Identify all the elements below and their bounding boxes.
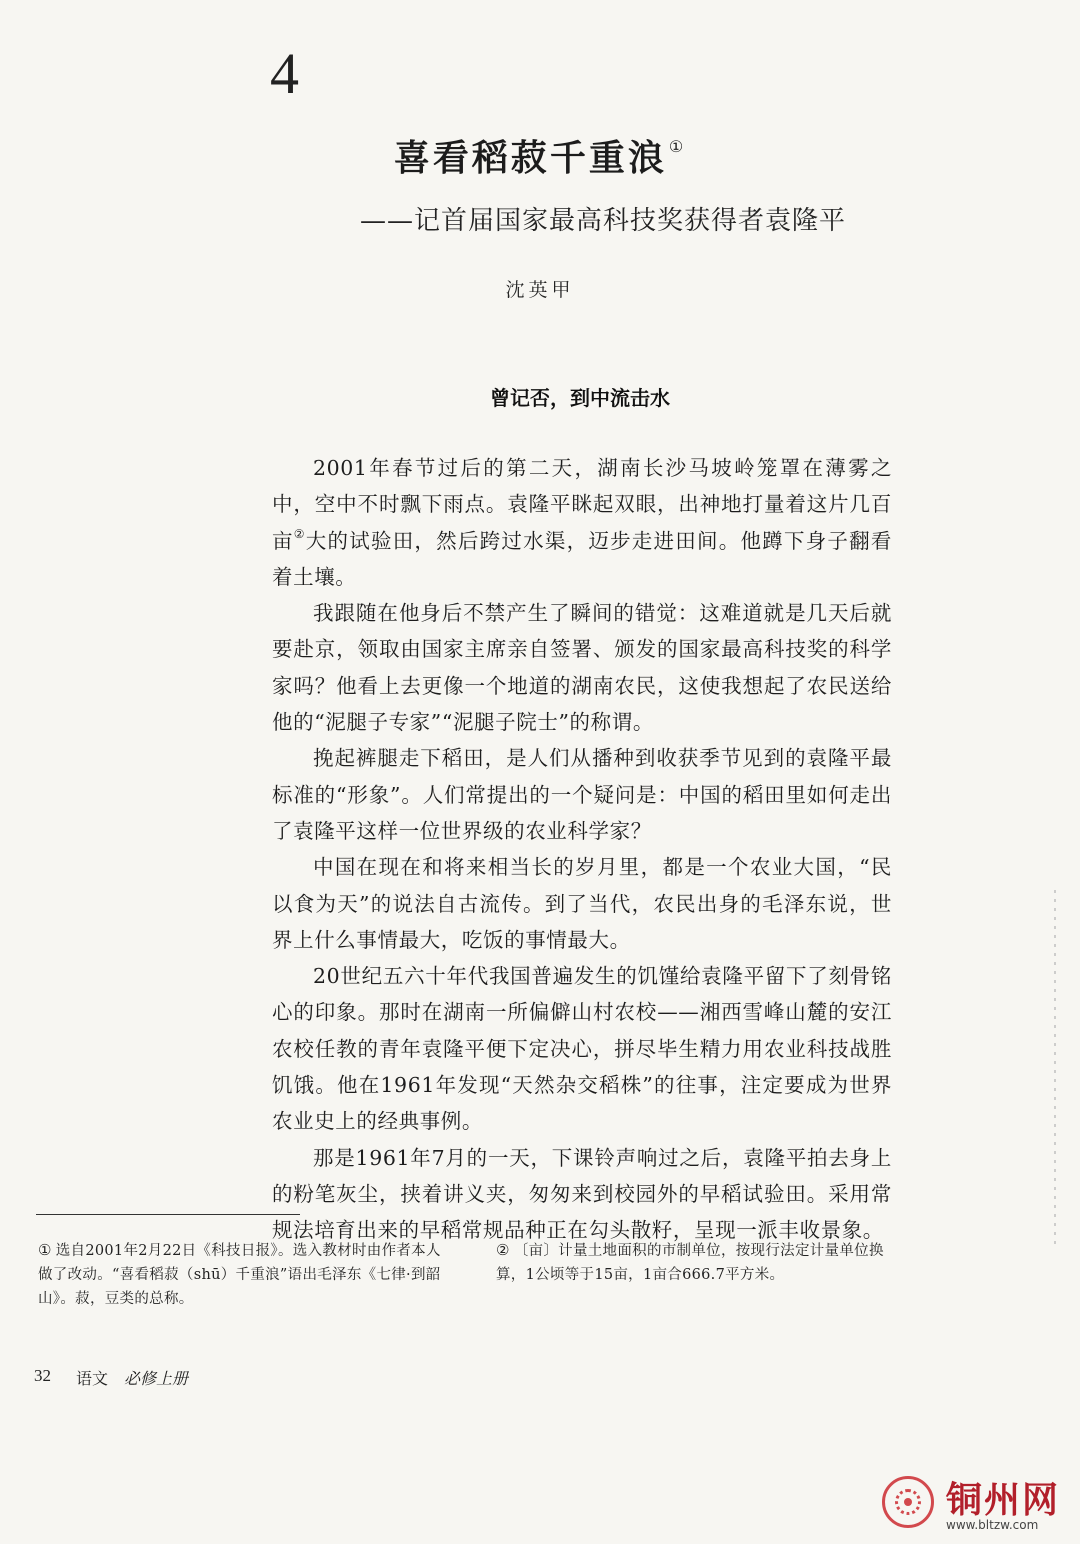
footnote-2-mark: ② [496, 1241, 510, 1259]
paragraph-6: 那是1961年7月的一天，下课铃声响过之后，袁隆平拍去身上的粉笔灰尘，挟着讲义夹，匆匆来到校园外的早稻试验田。采用常规法培育出来的早稻常规品种正在勾头散籽，呈现一派丰收景象。 [272, 1145, 892, 1243]
footnote-1 [38, 1238, 448, 1311]
footnote-1-text: 选自2001年2月22日《科技日报》。选入教材时由作者本人做了改动。“喜看稻菽（shū）千重浪”语出毛泽东《七律·到韶山》。菽，豆类的总称。 [38, 1243, 441, 1307]
article-subtitle: ——记首届国家最高科技奖获得者袁隆平 [360, 206, 847, 236]
seal-icon [882, 1476, 934, 1528]
paragraph-1-text-b: 大的试验田，然后跨过水渠，迈步走进田间。他蹲下身子翻看着土壤。 [272, 528, 893, 589]
page-number: 32 [34, 1366, 51, 1385]
paragraph-4: 中国在现在和将来相当长的岁月里，都是一个农业大国，“民以食为天”的说法自古流传。到了当代，农民出身的毛泽东说，世界上什么事情最大，吃饭的事情最大。 [272, 855, 892, 952]
article-body [272, 450, 892, 1249]
volume-label: 必修上册 [124, 1369, 189, 1388]
paragraph-1-text-a: 2001年春节过后的第二天，湖南长沙马坡岭笼罩在薄雾之中，空中不时飘下雨点。袁隆平眯起双眼，出神地打量着这片几百亩 [272, 456, 892, 553]
author-name: 沈英甲 [505, 279, 575, 301]
scan-edge-artifact [1054, 890, 1056, 1250]
article-title [0, 130, 1080, 181]
paragraph-1 [272, 450, 892, 595]
watermark-url: www.bltzw.com [946, 1518, 1039, 1532]
title-text: 喜看稻菽千重浪 [393, 137, 667, 179]
title-footnote-mark: ① [668, 137, 687, 156]
footnote-1-mark: ① [38, 1241, 52, 1259]
paragraph-1-footnote-mark: ② [293, 526, 306, 541]
paragraph-5: 20世纪五六十年代我国普遍发生的饥馑给袁隆平留下了刻骨铭心的印象。那时在湖南一所偏僻山村农校——湘西雪峰山麓的安江农校任教的青年袁隆平便下定决心，拼尽毕生精力用农业科技战胜饥饿。他在1961年发现“天然杂交稻株”的往事，注定要成为世界农业史上的经典事例。 [272, 964, 892, 1134]
book-title: 语文 [76, 1369, 109, 1388]
paragraph-3: 挽起裤腿走下稻田，是人们从播种到收获季节见到的袁隆平最标准的“形象”。人们常提出的一个疑问是：中国的稻田里如何走出了袁隆平这样一位世界级的农业科学家？ [272, 746, 892, 843]
section-heading: 曾记否，到中流击水 [490, 386, 670, 410]
footnote-2-text: 〔亩〕计量土地面积的市制单位，按现行法定计量单位换算，1公顷等于15亩，1亩合666.7平方米。 [496, 1243, 884, 1283]
site-watermark [876, 1470, 1076, 1540]
lesson-number: 4 [270, 41, 299, 106]
footnote-divider [36, 1214, 300, 1215]
watermark-name: 铜州网 [946, 1479, 1061, 1521]
paragraph-2: 我跟随在他身后不禁产生了瞬间的错觉：这难道就是几天后就要赴京，领取由国家主席亲自签署、颁发的国家最高科技奖的科学家吗？他看上去更像一个地道的湖南农民，这使我想起了农民送给他的“泥腿子专家”“泥腿子院士”的称谓。 [272, 601, 892, 735]
footnote-2 [496, 1238, 906, 1287]
